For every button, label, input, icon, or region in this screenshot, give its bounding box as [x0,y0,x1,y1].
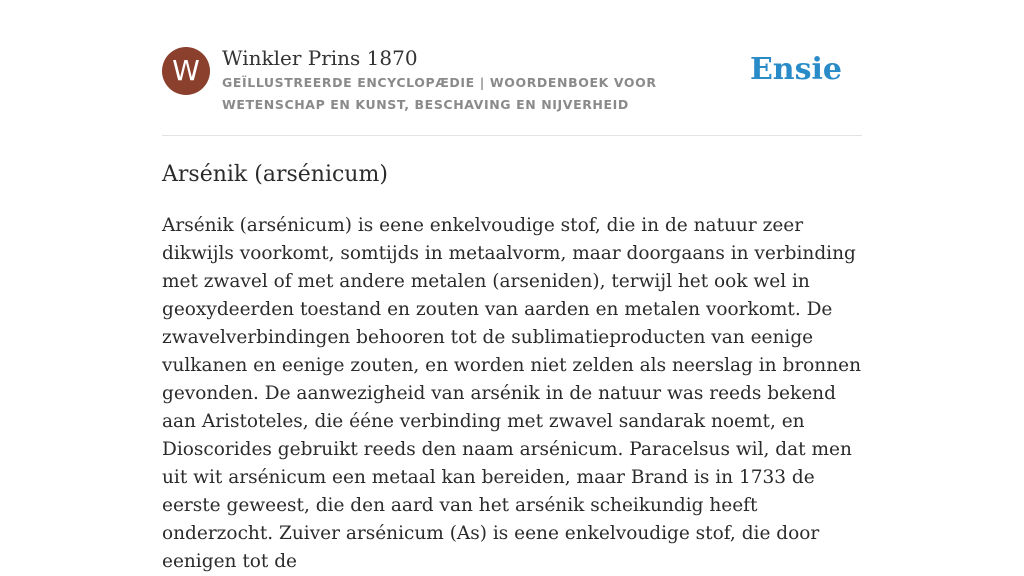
ensie-logo-link[interactable]: Ensie [749,52,842,87]
article-body: Arsénik (arsénicum) is eene enkelvoudige stof, die in de natuur zeer dikwijls voorkomt, somtijds in metaalvorm, maar doorgaans in verbinding met zwavel of met andere metalen (arseniden), terwijl het ook wel in geoxydeerden toestand en zouten van aarden en metalen voorkomt. De zwavelverbindingen behooren tot de sublimatieproducten van eenige vulkanen en eenige zouten, en worden niet zelden als neerslag in bronnen gevonden. De aanwezigheid van arsénik in de natuur was reeds bekend aan Aristoteles, die ééne verbinding met zwavel sandarak noemt, en Dioscorides gebruikt reeds den naam arsénicum. Paracelsus wil, dat men uit wit arsénicum een metaal kan bereiden, maar Brand is in 1733 de eerste geweest, die den aard van het arsénik scheikundig heeft onderzocht. Zuiver arsénicum (As) is eene enkelvoudige stof, die door eenigen tot de [162,215,861,572]
source-header [162,46,862,136]
article-title: Arsénik (arsénicum) [162,162,388,187]
source-subtitle: GEÏLLUSTREERDE ENCYCLOPÆDIE | WOORDENBOEK VOOR WETENSCHAP EN KUNST, BESCHAVING EN NIJVERHEID [222,75,657,112]
header-divider [162,135,862,136]
source-title[interactable]: Winkler Prins 1870 [222,46,418,70]
source-avatar[interactable]: W [162,47,210,95]
